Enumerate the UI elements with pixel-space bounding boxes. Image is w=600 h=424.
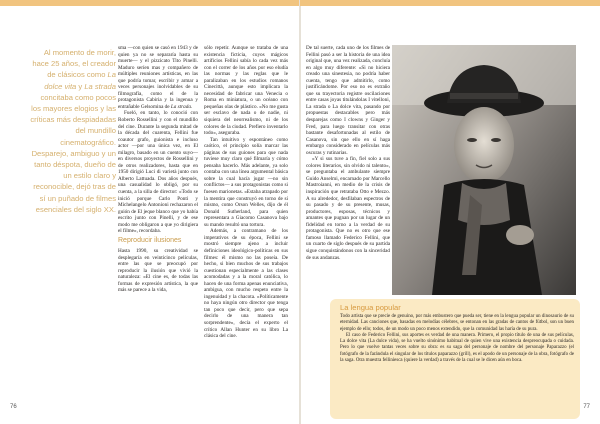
fellini-portrait-photo xyxy=(392,45,576,295)
paragraph: sólo repetir. Aunque se trataba de una existencia ficticia, cuyos mágicos artificios Fellini sabía lo cada vez más con el correr de los años por eso eludía las normas y las reglas que le paralizaban en los estudios romanos Cinecittà, aunque esto implicara la necesidad de fabricar una Venecia o Roma en miniatura, o un océano con pequeñas olas de plástico. «No me gusta ser esclavo de nada o de nadie, ni siquiera del neorrealismo, ni de los colores de la ciudad. Prefiero inventarlo todo», aseguraba. xyxy=(204,45,288,137)
paragraph: De tal suerte, cada uno de los filmes de Fellini pasó a ser la historia de una idea original que, una vez realizada, concluía en algo muy diferente: «Si no hiciera creado una sinestesia, no podría haber cuenta, tengo que admitirlo, como justificándome. Por eso no es extraño que su trayectoria registre oscilaciones entre casas joyas titulándolas I vitelloni, La strada o La dolce vita, pasando por propuestas destacables pero más desparejas como I clowns y Ginger y Fred, para luego transitar con otras bastante desafortunadas al estilo de Casanova, sin que ello en sí haga embargo considerado en películas más oscuras y rutinarias. xyxy=(306,45,390,156)
sidebar-title: La lengua popular xyxy=(340,303,401,312)
paragraph: sma —con quien se casó en 1943 y de quien ya no se separaría hasta su muerte— y el pizzicato Tito Pinelli. Maduro seríen mas y compañero de múltiples reuniones artísticas, en las que podría tomar, escribir y armar a veces personajes inolvidables de su filmografía, como el de la protagonista Cabiria y la ingenua y entrañable Gelsomina de La strada. xyxy=(118,45,198,110)
paragraph: El caso de Federico Fellini, sus aportes es verdad de una manera. Primero, el propio título de una de sus películas, La dolce vita (La dulce vida), se ha vuelto sinónimo habitual de quien vive una existencia despreocupada o cuidada. Pero lo que vuelve tantas veces sobre su obra: es su saga del personaje de nombre del personaje Paparazzo (el fotógrafo de la farándula el singular de los títulos paparazzo (grill), es el apodo de un personaje de la obra, fotógrafo de la saga. Otra muestra felliniesca (quiere la verdad) a través de la cual se le dicen aún en boca. xyxy=(340,332,574,364)
paragraph: Fueló, en tanto, lo conoció con Roberto Rossellini y con el mundillo del cine. Durante la segunda mitad de la década del cuarenta, Fellini fue coautor grafo, guionista e incluso actor —por una única vez, en El milagro, basado en un cuento suyo— en diversos proyectos de Rossellini y de otros realizadores, hasta que en 1950 dirigió Luci di varietà junto con Alberto Lattuada. Dos años después, una casualidad lo obligó, por su cuenta, a la silla de director: «Todo se inició porque Carlo Ponti y Michelangelo Antonioni rechazaron el guión de El jeque blanco que yo había escrito junto con Pinelli, y de ese modo me obligaron a que yo dirigiera el filme», recordaba. xyxy=(118,110,198,235)
section-subhead: Reproducir ilusiones xyxy=(118,237,182,244)
paragraph: Además, a contramano de los imperativos de su época, Fellini se mostró siempre ajeno a incluir definiciones ideológico-políticas en sus filmes: él mismo no las poseía. De hecho, si bien muchos de sus trabajos cuestionan especialmente a las clases acomodadas y a la moral católica, lo hacen de una forma apenas enunciativa, ambigua, con mucho respeto entre la ingenuidad y la chacota. «Políticamente no haya ningún otro director que tenga tan poco que decir, pero que sepa decirlo de una manera tan sorprendente», decía el experto el crítico Allan Hunter en su libro La clásica del cine. xyxy=(204,228,288,340)
page-number-right: 77 xyxy=(583,404,590,410)
paragraph: Tan intuitivo y espontáneo como caótico, el principio solía marcar las páginas de sus guiones para que nada tuviese muy claro qué filmaría y cómo pensaba hacerlo. Más adelante, ya solo contaba con una línea argumental básica sobre la cual hacía jugar —no sin conflictos— a sus protagonistas como si fuesen marionetas. «Estaba atrapado por la mentira que construyó en torno de sí mismo, como Orson Welles, dijo de él Donald Sutherland, para quien representara a Giacomo Casanova bajo su mando resultó una tortura. xyxy=(204,136,288,228)
photo-illustration xyxy=(392,45,576,295)
paragraph: Todo artista que se precie de genuino, por más embustero que pueda ser, tiene en la lengua popular un dinosaurio de su eternidad. Las canciones que, basadas en melodías célebres, se entonan en las gradas de cantos de fútbol, son un buen ejemplo de ello; todos, de un modo un poco menos extendido, que la comunidad las haría de su pura. xyxy=(340,314,574,332)
body-column-2 xyxy=(204,45,288,413)
paragraph: Hasta 1990, su creatividad se desplegaría en veinticinco películas, entre las que se preocupó por reproducir la ilusión que vivió la naturaleza: «El cine es, de todas las formas de expresión artística, la que más se parece a la vida, xyxy=(118,248,198,294)
page-number-left: 76 xyxy=(10,404,17,410)
paragraph: «Y si sus tuve a fin, fiel solo a sus colores literarios, sin olvido ni talento», se preguntaba el ambulante siempre Guido Anselmi, encarnado por Marcello Mastroianni, en medio de la crisis de inspiración que retrataba Otto e Mezzo. A su alrededor, desfilaban espectros de su pasado y de su presente, musas, productores, esposas, técnicos y amantes que pugnan por un lugar de un fidelidad en torno a la verdad de su protagonista. Que no es otro que ese famoso llamado Federico Fellini, que un cuarto de siglo después de su partida sigue conquistándonos con la sinceridad de sus andanzas. xyxy=(306,156,390,261)
body-column-1 xyxy=(118,45,198,235)
pull-quote: Al momento de morir, hace 25 años, el creador de clásicos como La dolce vita y La strada concitaba como pocos los mayores elogios y las críticas más despiadadas del mundillo cinematográfico. Desparejo, ambiguo y un tanto déspota, dueño de un estilo claro y reconocible, dejó tras de sí un puñado de filmes esenciales del siglo XX. xyxy=(30,48,116,214)
top-color-strip xyxy=(300,0,600,6)
body-column-3 xyxy=(306,45,390,295)
top-color-strip xyxy=(0,0,300,6)
body-column-1-continued xyxy=(118,248,198,412)
sidebar-text xyxy=(340,314,574,364)
